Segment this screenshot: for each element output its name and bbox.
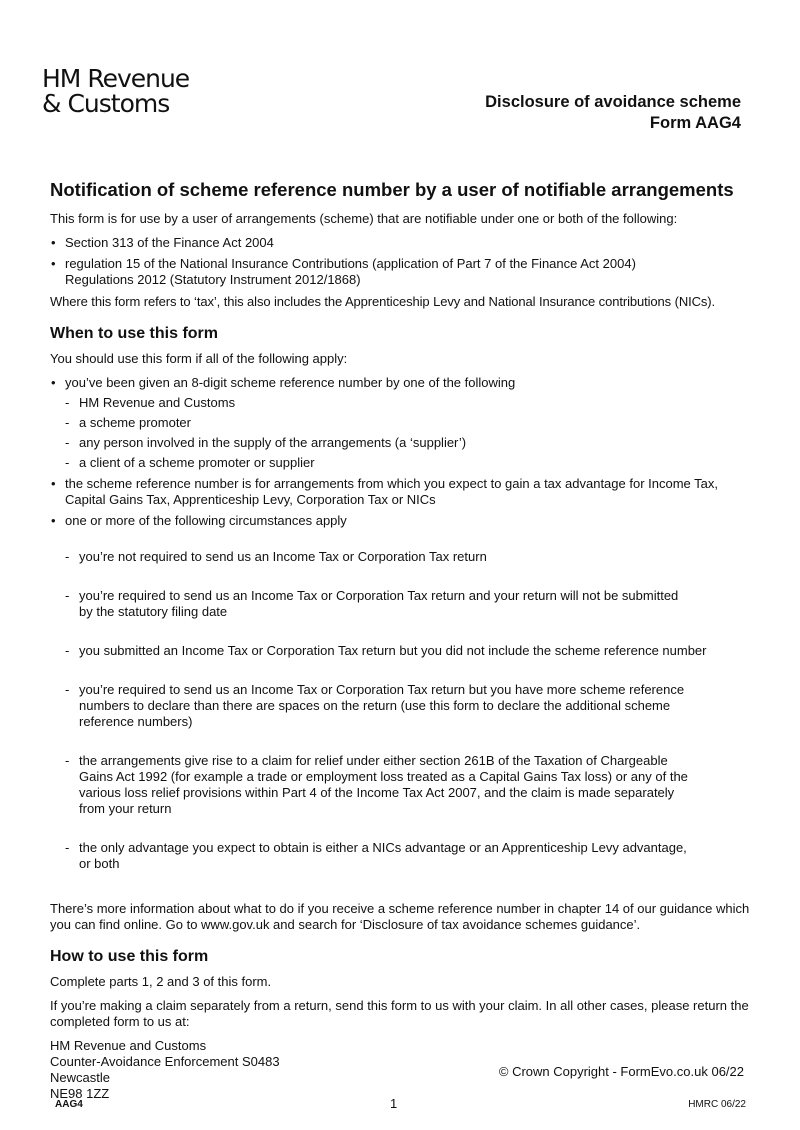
intro-bullet: • Section 313 of the Finance Act 2004 [50,235,755,251]
page-title: Notification of scheme reference number by a user of notifiable arrangements [50,179,734,200]
page-number: 1 [390,1096,398,1111]
when-bullet-text: one or more of the following circumstances apply [65,513,347,528]
when-bullet-text: you’ve been given an 8-digit scheme reference number by one of the following [65,375,516,390]
circumstance-item: - the arrangements give rise to a claim for relief under either section 261B of the Taxation of Chargeable Gains Act 1992 (for example a trade or employment loss treated as a Capital Gains Tax loss) or any of the various loss relief provisions within Part 4 of the Income Tax Act 2007, and the claim is made separately from your return [50,753,755,817]
when-bullet [50,375,755,471]
issuer-item: - a scheme promoter [50,415,755,431]
intro-bullet: • regulation 15 of the National Insurance Contributions (application of Part 7 of the Finance Act 2004) Regulations 2012 (Statutory Instrument 2012/1868) [50,256,755,288]
when-bullet [50,513,755,895]
how-return-text: If you’re making a claim separately from a return, send this form to us with your claim. In all other cases, please return the completed form to us at: [50,998,749,1029]
address-line: NE98 1ZZ [50,1086,110,1101]
circumstance-list [65,533,755,895]
issuer-list [65,395,755,471]
circumstance-item: - you’re not required to send us an Income Tax or Corporation Tax return [50,549,755,565]
circumstance-item: - the only advantage you expect to obtain is either a NICs advantage or an Apprenticeship Levy advantage, or both [50,840,755,872]
intro-list [50,235,755,288]
address-line: Newcastle [50,1070,110,1085]
form-header-line-1: Disclosure of avoidance scheme [485,93,741,111]
form-header-line-2: Form AAG4 [649,114,741,132]
more-info-text: There’s more information about what to do if you receive a scheme reference number in chapter 14 of our guidance which you can find online. Go to www.gov.uk and search for ‘Disclosure of tax avoidance schemes guidance’. [50,901,750,932]
circumstance-item: - you’re required to send us an Income Tax or Corporation Tax return but you have more scheme reference numbers to declare than there are spaces on the return (use this form to declare the additional scheme reference numbers) [50,682,755,730]
hmrc-logo [42,66,189,116]
address-line: HM Revenue and Customs [50,1038,207,1053]
logo-line-2: & Customs [42,89,170,118]
footer-form-code: AAG4 [55,1099,83,1110]
when-bullet: • the scheme reference number is for arrangements from which you expect to gain a tax advantage for Income Tax, Capital Gains Tax, Apprenticeship Levy, Corporation Tax or NICs [50,476,755,508]
copyright-notice: © Crown Copyright - FormEvo.co.uk 06/22 [498,1064,744,1079]
intro-note: Where this form refers to ‘tax’, this also includes the Apprenticeship Levy and National Insurance contributions (NICs). [50,294,716,309]
form-header [485,92,741,134]
when-text: You should use this form if all of the following apply: [50,351,348,366]
logo-line-1: HM Revenue [42,64,190,93]
how-step-text: Complete parts 1, 2 and 3 of this form. [50,974,272,989]
when-heading: When to use this form [50,325,218,342]
page-content [50,178,755,1102]
address-line: Counter-Avoidance Enforcement S0483 [50,1054,280,1069]
circumstance-item: - you submitted an Income Tax or Corporation Tax return but you did not include the scheme reference number [50,643,755,659]
issuer-item: - any person involved in the supply of the arrangements (a ‘supplier’) [50,435,755,451]
footer-version: HMRC 06/22 [688,1099,746,1110]
how-heading: How to use this form [50,948,209,965]
circumstance-item: - you’re required to send us an Income Tax or Corporation Tax return and your return will not be submitted by the statutory filing date [50,588,755,620]
issuer-item: - a client of a scheme promoter or supplier [50,455,755,471]
when-list [50,375,755,895]
issuer-item: - HM Revenue and Customs [50,395,755,411]
intro-text: This form is for use by a user of arrangements (scheme) that are notifiable under one or both of the following: [50,211,678,226]
